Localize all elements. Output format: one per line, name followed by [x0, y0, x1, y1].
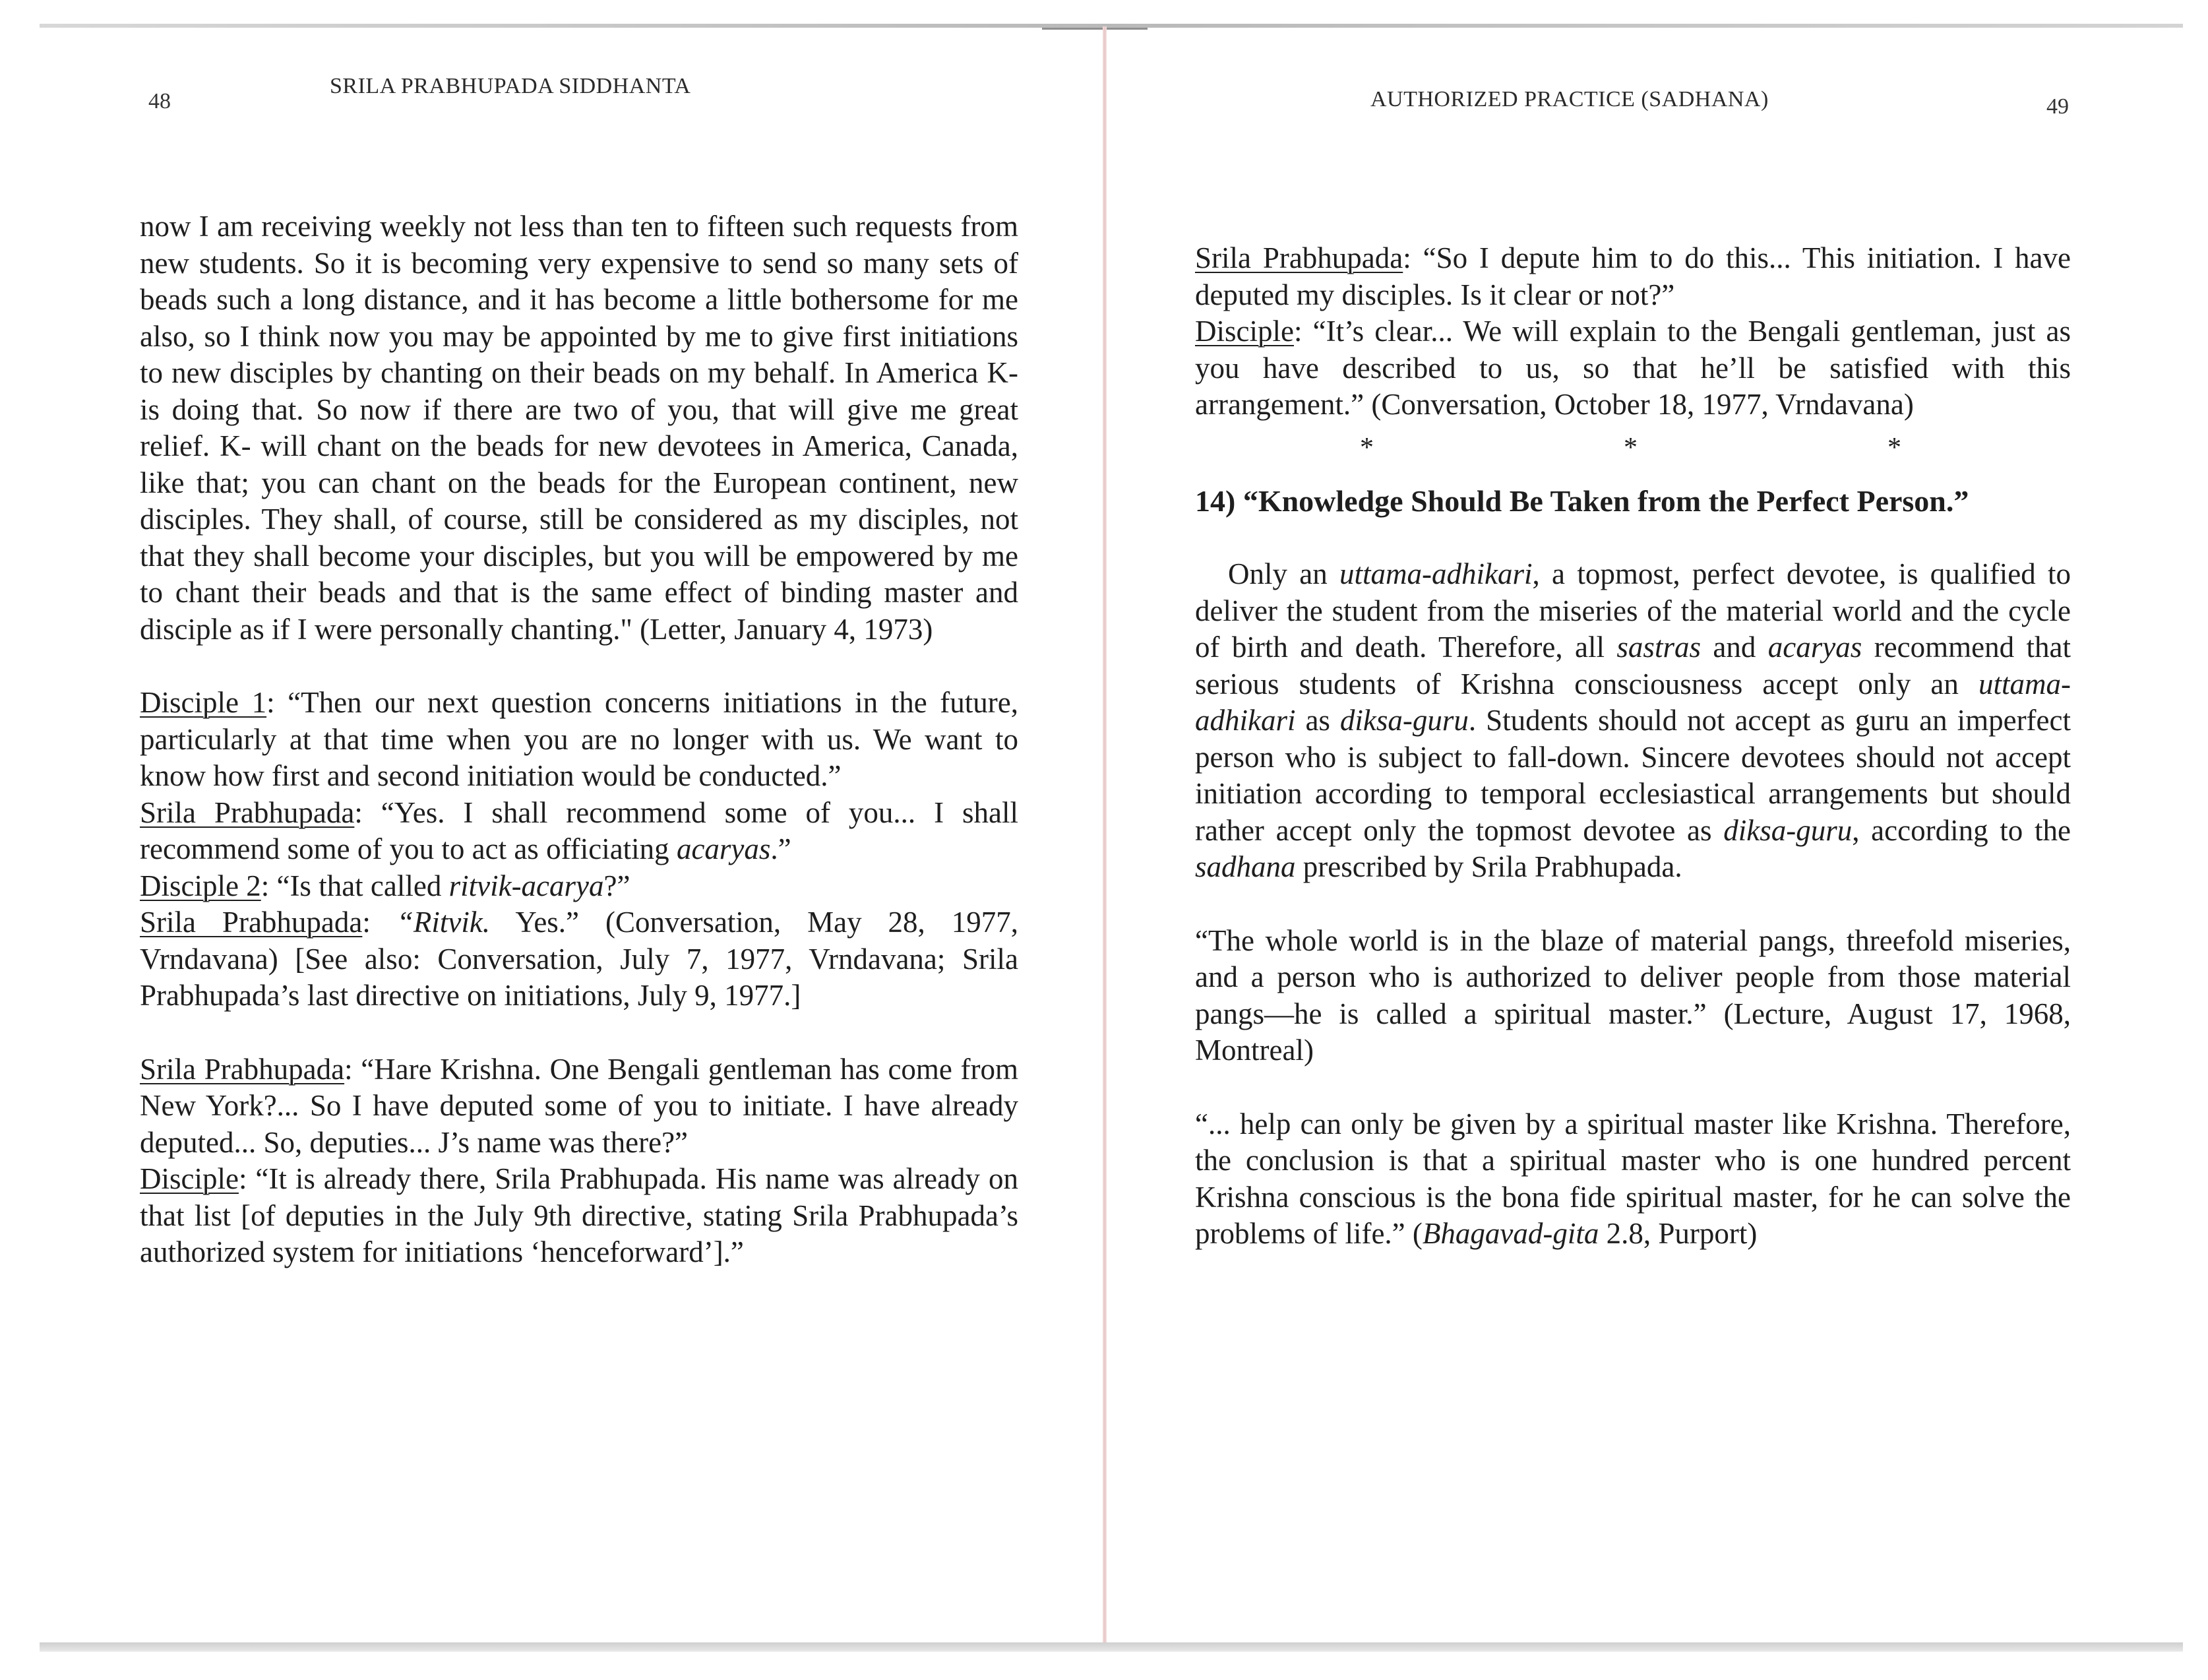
italic-term: diksa-guru: [1723, 813, 1853, 847]
section-heading: 14) “Knowledge Should Be Taken from the Perfect Person.”: [1195, 483, 1969, 518]
italic-term: “Ritvik.: [396, 906, 491, 939]
speaker-label: Srila Prabhupada: [140, 795, 355, 829]
speech-text: : “It is already there, Srila Prabhupada. His name was already on that list [of deputies in the July 9th directive, stating Srila Prabhupada’s authorized system for initiations ‘henceforward’].”: [140, 1162, 1018, 1268]
quote-paragraph: [1195, 1106, 2071, 1253]
italic-term: ritvik-acarya: [448, 869, 604, 902]
speech-text: : “So I depute him to do this... This initiation. I have deputed my disciples. Is it clear or not?”: [1195, 241, 2071, 311]
speech-text: ?”: [603, 869, 630, 902]
dialogue-paragraph: [1195, 313, 2071, 423]
italic-term: acaryas: [676, 832, 771, 865]
text-run: , according to the: [1852, 813, 2071, 847]
text-run: Only an: [1228, 557, 1340, 590]
speaker-label: Srila Prabhupada: [140, 1052, 345, 1086]
speaker-label: Srila Prabhupada: [1195, 241, 1403, 274]
running-head: AUTHORIZED PRACTICE (SADHANA): [1370, 87, 1769, 111]
speech-text: : “It’s clear... We will explain to the Bengali gentleman, just as you have described to us, so that he’ll be satisfied with this arrangement.” (Conversation, October 18, 1977, Vrndavana): [1195, 315, 2071, 421]
dialogue-paragraph: [140, 685, 1018, 795]
text-run: . Students should not accept as guru an imperfect person who is subject to fall-down. Sincere devotees should not accept initiation according to temporal ecclesiastical arrangements but should rather accept only the topmost devotee as: [1195, 704, 2071, 847]
section-separator: [1195, 423, 2071, 483]
speech-text: .”: [770, 832, 791, 865]
left-page: [0, 0, 1103, 1680]
speech-text: :: [362, 906, 397, 939]
asterisk: *: [1624, 432, 1638, 463]
speech-text: : “Hare Krishna. One Bengali gentleman has come from New York?... So I have deputed some of you to initiate. I have already deputed... So, deputies... J’s name was there?”: [140, 1052, 1019, 1159]
dialogue-paragraph: [140, 1161, 1018, 1271]
dialogue-paragraph: [140, 868, 1018, 905]
text-run: as: [1295, 704, 1340, 737]
text-run: prescribed by Srila Prabhupada.: [1295, 850, 1682, 883]
book-gutter: [1103, 26, 1107, 1649]
right-text-block: [1195, 240, 2071, 1253]
text-run: and: [1700, 631, 1768, 664]
running-head: SRILA PRABHUPADA SIDDHANTA: [330, 74, 691, 98]
speech-text: : “Then our next question concerns initiations in the future, particularly at that time when you are no longer with us. We want to know how first and second initiation would be conducted.”: [140, 686, 1018, 792]
italic-term: uttama-adhikari: [1339, 557, 1533, 590]
italic-term: diksa-guru: [1339, 704, 1469, 737]
right-page: [1108, 0, 2208, 1680]
speaker-label: Disciple: [1195, 315, 1294, 348]
text-run: , a topmost, perfect devotee, is qualified to deliver the student from the miseries of the material world and the cycle of birth and death. Therefore, all: [1195, 557, 2071, 664]
italic-term: sadhana: [1195, 850, 1296, 883]
asterisk: *: [1360, 432, 1374, 463]
italic-term: Bhagavad-gita: [1422, 1217, 1599, 1250]
dialogue-paragraph: [1195, 240, 2071, 313]
italic-term: acaryas: [1767, 631, 1862, 664]
quote-paragraph: “The whole world is in the blaze of material pangs, threefold miseries, and a person who is authorized to deliver people from those material pangs—he is called a spiritual master.” (Lecture, August 17, 1968, Montreal): [1195, 923, 2071, 1067]
dialogue-paragraph: [140, 1051, 1018, 1162]
speech-text: : “Yes. I shall recommend some of you... I shall recommend some of you to act as officiating: [140, 795, 1019, 865]
text-run: 2.8, Purport): [1599, 1217, 1758, 1250]
text-run: “... help can only be given by a spiritual master like Krishna. Therefore, the conclusion is that a spiritual master who is one hundred percent Krishna conscious is the bona fide spiritual master, for he can solve the problems of life.” (: [1195, 1107, 2071, 1250]
page-number: 48: [148, 89, 171, 113]
text-run: recommend that serious students of Krishna consciousness accept only an: [1195, 631, 2071, 700]
dialogue-paragraph: [140, 795, 1018, 868]
asterisk: *: [1887, 432, 1901, 463]
speaker-label: Disciple 2: [140, 869, 261, 902]
left-text-block: [140, 208, 1018, 1271]
speech-text: : “Is that called: [261, 869, 449, 902]
speech-text: Yes.” (Conversation, May 28, 1977, Vrndavana) [See also: Conversation, July 7, 1977, Vrndavana; Srila Prabhupada’s last directive on initiations, July 9, 1977.]: [140, 906, 1018, 1012]
italic-term: sastras: [1616, 631, 1701, 664]
letter-paragraph: now I am receiving weekly not less than ten to fifteen such requests from new students. So it is becoming very expensive to send so many sets of beads such a long distance, and it has become a little bothersome for me also, so I think now you may be appointed by me to give first initiations to new disciples by chanting on their beads on my behalf. In America K- is doing that. So now if there are two of you, that will give me great relief. K- will chant on the beads for new devotees in America, Canada, like that; you can chant on the beads for the European continent, new disciples. They shall, of course, still be considered as my disciples, not that they shall become your disciples, but you will be empowered by me to chant their beads and that is the same effect of binding master and disciple as if I were personally chanting." (Letter, January 4, 1973): [140, 210, 1018, 646]
speaker-label: Disciple 1: [140, 686, 267, 719]
speaker-label: Srila Prabhupada: [140, 906, 363, 939]
italic-term: uttama-adhikari: [1195, 667, 2071, 737]
page-number: 49: [2046, 94, 2069, 119]
body-paragraph: [1195, 556, 2071, 886]
speaker-label: Disciple: [140, 1162, 239, 1195]
dialogue-paragraph: [140, 904, 1018, 1014]
